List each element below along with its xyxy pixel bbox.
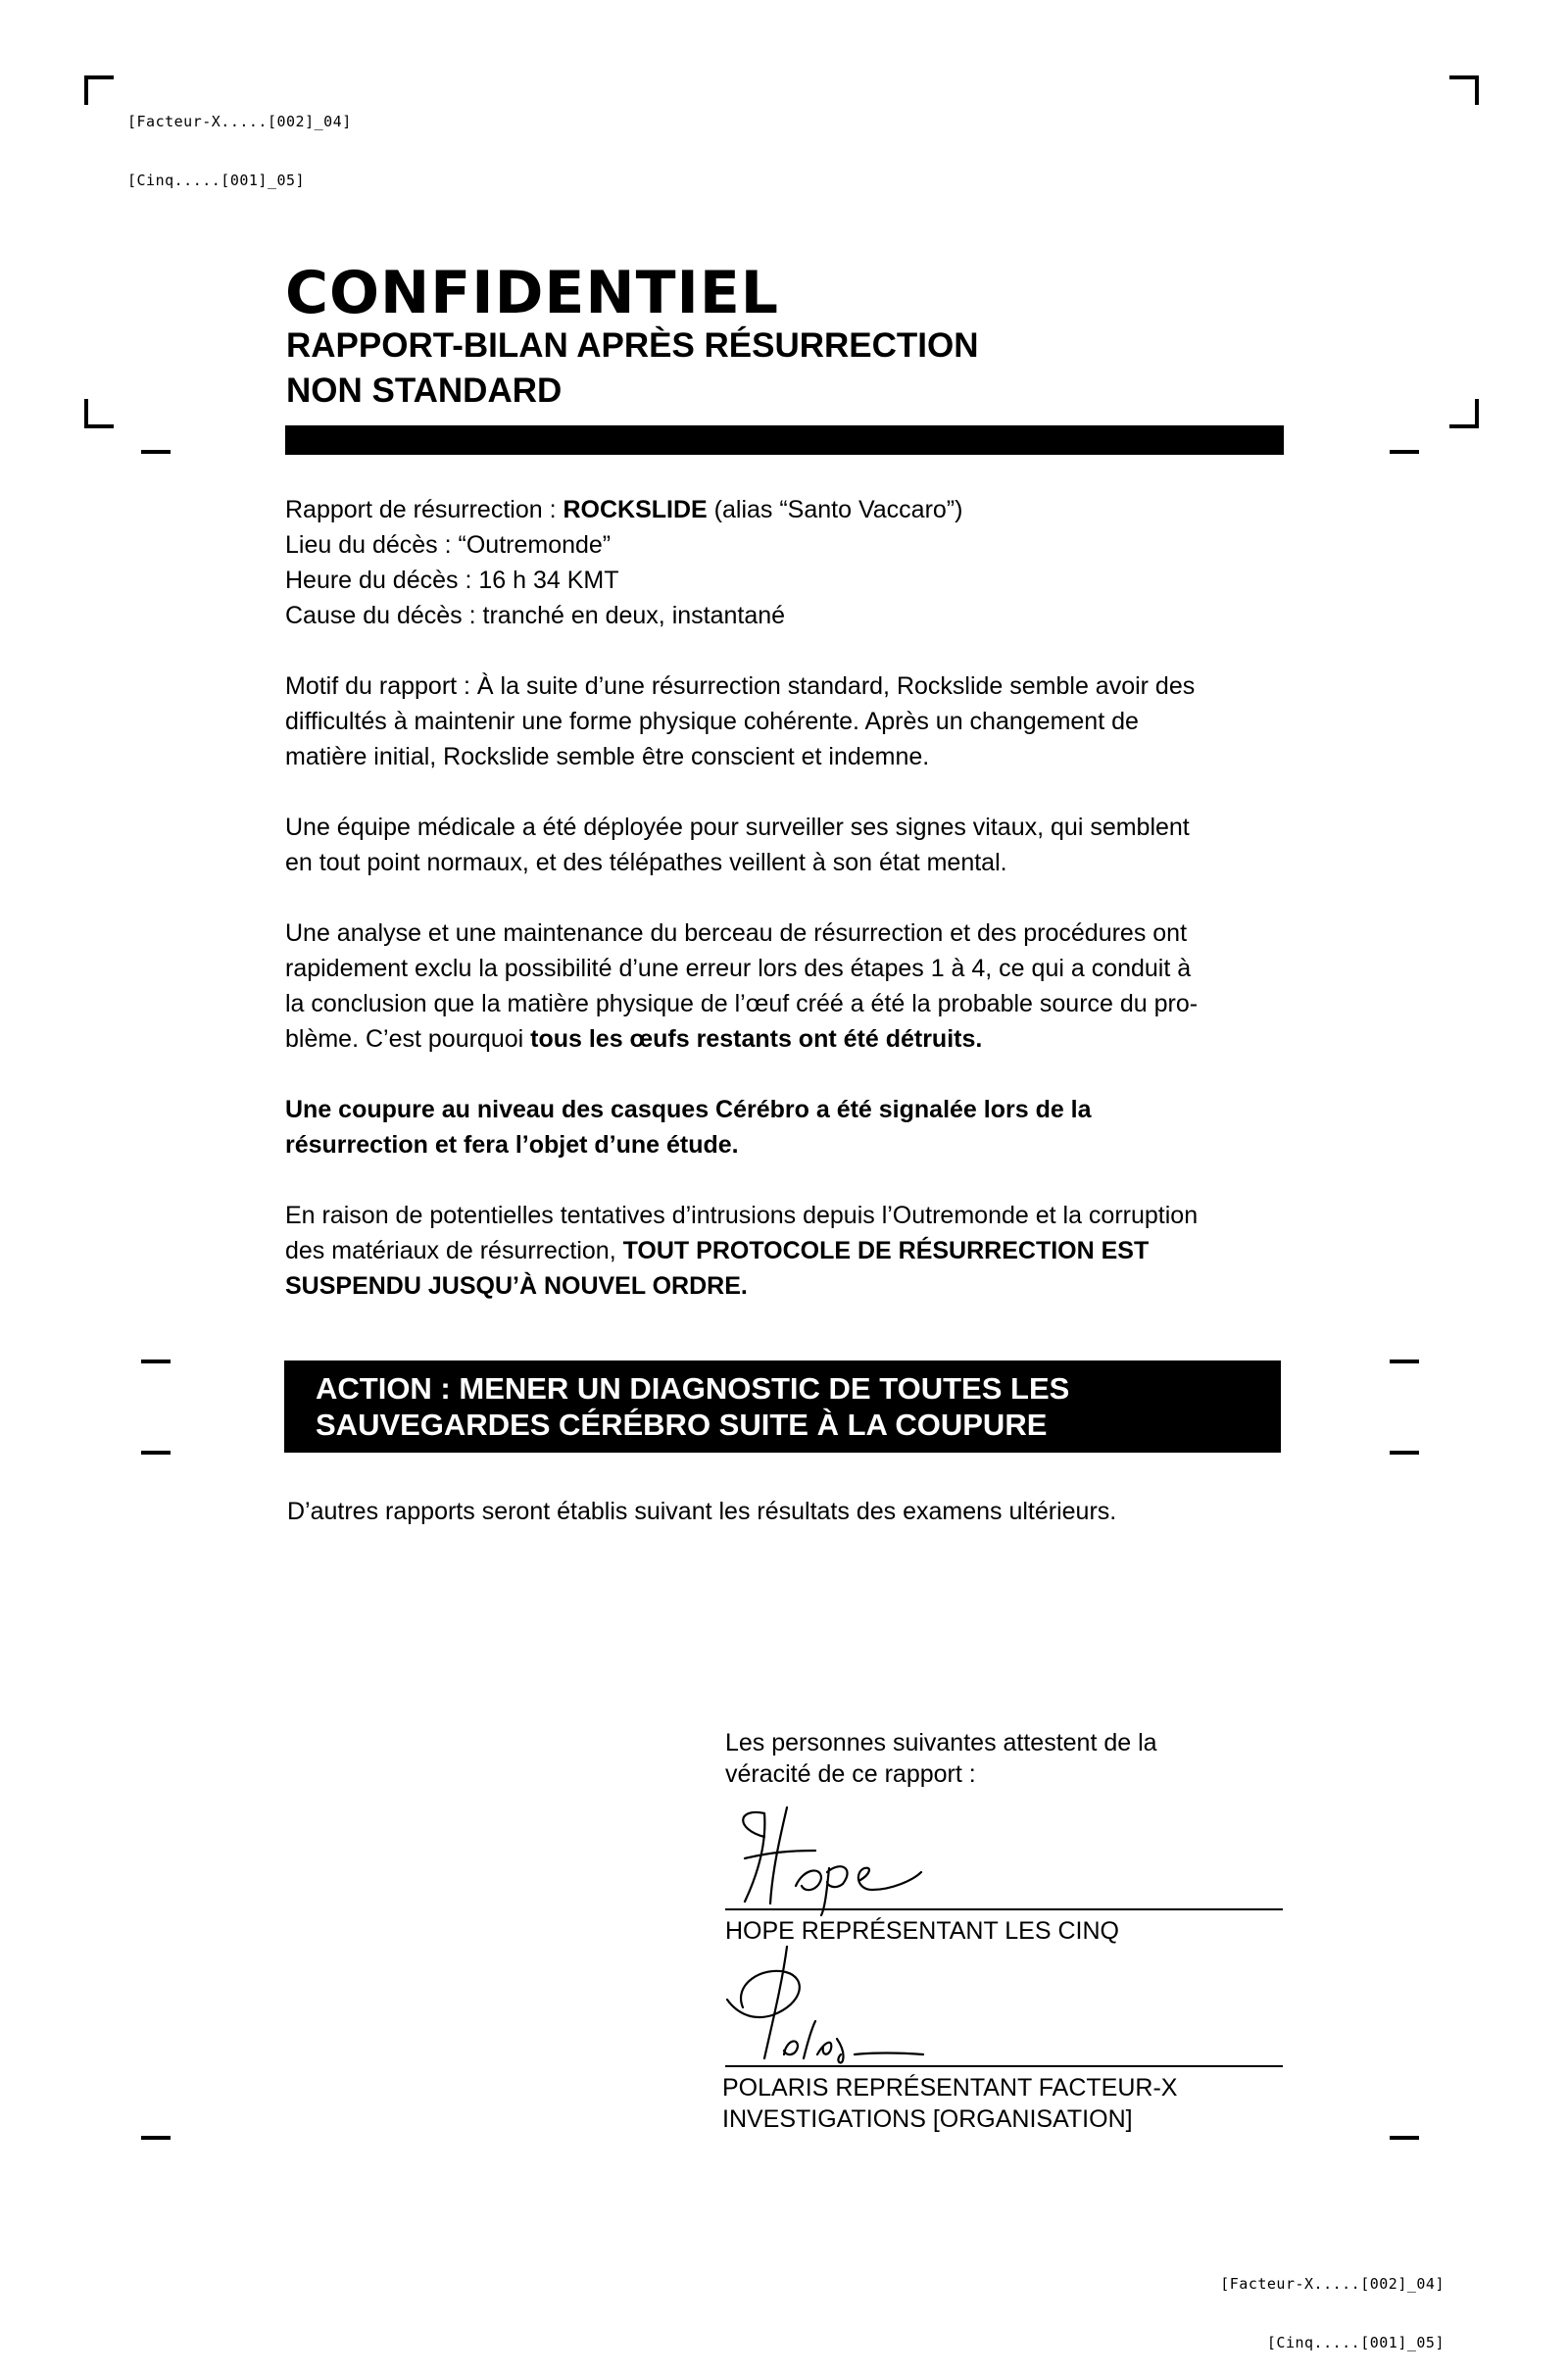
document-subtitle: [286, 323, 979, 414]
death-place: Lieu du décès : “Outremonde”: [285, 531, 612, 559]
action-box: [284, 1360, 1281, 1453]
medical-paragraph: Une équipe médicale a été déployée pour surveiller ses signes vitaux, qui semblent en tout point normaux, et des télépathes veillent à son état mental.: [285, 814, 1190, 876]
suspension-paragraph: En raison de potentielles tentatives d’intrusions depuis l’Outremonde et la corruption des matériaux de résurrection, TOUT PROTOCOLE DE RÉSURRECTION EST SUSPENDU JUSQU’À NOUVEL ORDRE.: [285, 1202, 1199, 1300]
signatory-polaris: POLARIS REPRÉSENTANT FACTEUR-X INVESTIGATIONS [ORGANISATION]: [722, 2074, 1178, 2133]
action-line: SAUVEGARDES CÉRÉBRO SUITE À LA COUPURE: [316, 1408, 1048, 1442]
header-divider-bar: [285, 425, 1284, 455]
report-body: [285, 492, 1285, 1339]
subtitle-line: RAPPORT-BILAN APRÈS RÉSURRECTION: [286, 326, 979, 365]
reference-code-bottom: [1205, 2235, 1445, 2372]
report-info: [285, 492, 1285, 633]
signature-line-hope: [725, 1908, 1283, 1910]
reference-line: [Facteur-X.....[002]_04]: [127, 113, 352, 130]
footer-note: D’autres rapports seront établis suivant les résultats des examens ultérieurs.: [287, 1498, 1117, 1525]
analysis-paragraph: Une analyse et une maintenance du berceau de résurrection et des procédures ont rapidement exclu la possibilité d’une erreur lors des étapes 1 à 4, ce qui a conduit à la conclusion que la matière physique de l’œuf créé a été la probable source du pro- blème. C’est pourquoi tous les œufs restants ont été détruits.: [285, 919, 1199, 1053]
death-time: Heure du décès : 16 h 34 KMT: [285, 567, 619, 594]
subtitle-line: NON STANDARD: [286, 371, 563, 410]
signature-line-polaris: [725, 2065, 1283, 2067]
document-title: CONFIDENTIEL: [285, 259, 780, 327]
motif-paragraph: Motif du rapport : À la suite d’une résurrection standard, Rockslide semble avoir des difficultés à maintenir une forme physique cohérente. Après un changement de matière initial, Rockslide semble être conscient et indemne.: [285, 672, 1196, 770]
cut-paragraph: Une coupure au niveau des casques Cérébro a été signalée lors de la résurrection et fera l’objet d’une étude.: [285, 1096, 1092, 1159]
reference-code-top: [127, 73, 352, 210]
death-cause: Cause du décès : tranché en deux, instantané: [285, 602, 786, 629]
signatory-hope: HOPE REPRÉSENTANT LES CINQ: [725, 1917, 1119, 1945]
reference-line: [Cinq.....[001]_05]: [127, 172, 306, 189]
reference-line: [Facteur-X.....[002]_04]: [1220, 2275, 1445, 2293]
action-line: ACTION : MENER UN DIAGNOSTIC DE TOUTES LES: [316, 1371, 1070, 1406]
reference-line: [Cinq.....[001]_05]: [1266, 2334, 1445, 2351]
report-subject-line: Rapport de résurrection : ROCKSLIDE (alias “Santo Vaccaro”): [285, 496, 963, 523]
polaris-signature: [713, 1945, 929, 2072]
attestation-intro: Les personnes suivantes attestent de la véracité de ce rapport :: [725, 1729, 1157, 1788]
hope-signature: [725, 1800, 941, 1917]
subject-name: ROCKSLIDE: [563, 496, 708, 523]
